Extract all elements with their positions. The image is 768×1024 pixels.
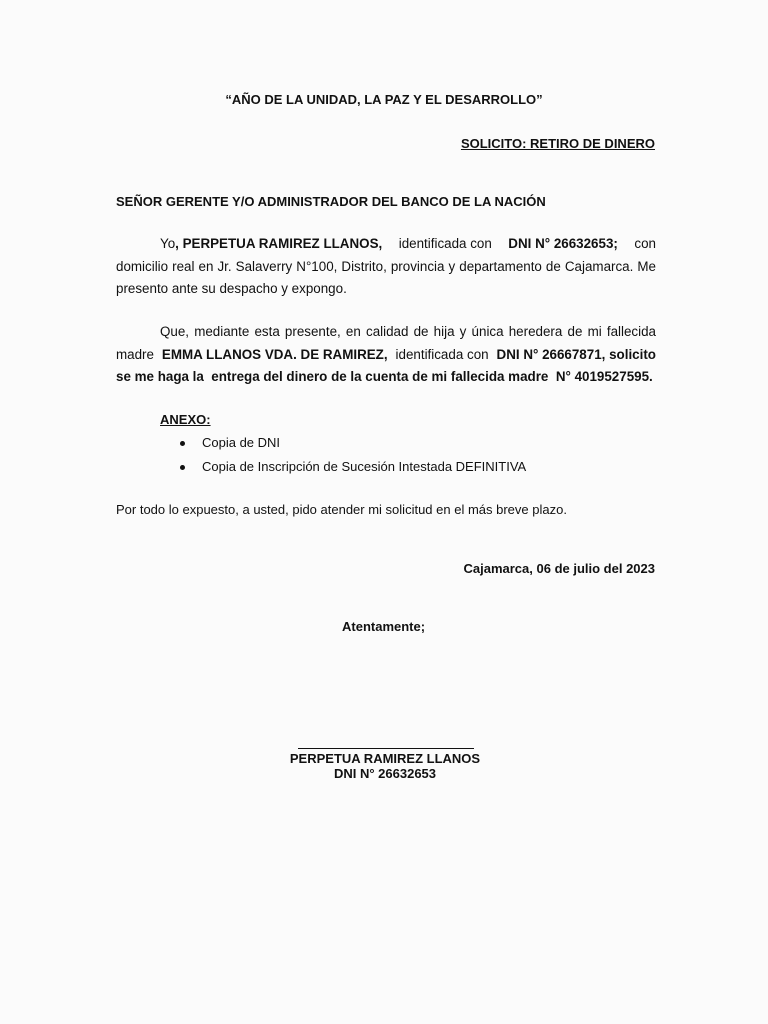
annex-item: Copia de DNI xyxy=(202,435,281,450)
paragraph-2-line-3: se me haga la entrega del dinero de la cuenta de mi fallecida madre N° 4019527595. xyxy=(116,369,653,384)
p2-name: EMMA LLANOS VDA. DE RAMIREZ, xyxy=(161,347,388,362)
paragraph-1-line-2: domicilio real en Jr. Salaverry N°100, Distrito, provincia y departamento de Cajamarca. Me xyxy=(116,259,656,274)
paragraph-2-line-2 xyxy=(116,347,656,363)
bullet-icon xyxy=(180,465,185,470)
p1-name: , PERPETUA RAMIREZ LLANOS, xyxy=(175,236,383,251)
signature-name: PERPETUA RAMIREZ LLANOS xyxy=(289,751,481,766)
p1-yo: Yo xyxy=(160,236,176,251)
subject-line: SOLICITO: RETIRO DE DINERO xyxy=(460,136,655,151)
p2-identificada: identificada con xyxy=(395,347,489,362)
paragraph-1-line-3: presento ante su despacho y expongo. xyxy=(116,281,347,296)
signature-id: DNI N° 26632653 xyxy=(333,766,437,781)
signature-line xyxy=(298,748,474,749)
addressee-line: SEÑOR GERENTE Y/O ADMINISTRADOR DEL BANCO DE LA NACIÓN xyxy=(116,194,546,209)
paragraph-2-line-1: Que, mediante esta presente, en calidad de hija y única heredera de mi fallecida xyxy=(160,324,656,339)
salutation: Atentamente; xyxy=(342,619,426,634)
closing-paragraph: Por todo lo expuesto, a usted, pido atender mi solicitud en el más breve plazo. xyxy=(116,502,567,517)
p1-identificada: identificada con xyxy=(398,236,492,251)
p1-dni: DNI N° 26632653; xyxy=(508,236,618,251)
p2-dni: DNI N° 26667871, solicito xyxy=(496,347,656,362)
paragraph-1-line-1 xyxy=(160,236,656,252)
bullet-icon xyxy=(180,441,185,446)
motto-heading: “AÑO DE LA UNIDAD, LA PAZ Y EL DESARROLLO” xyxy=(225,92,543,107)
annex-item: Copia de Inscripción de Sucesión Intestada DEFINITIVA xyxy=(202,459,527,474)
p2-madre: madre xyxy=(116,347,154,362)
p1-con: con xyxy=(634,236,656,251)
place-date: Cajamarca, 06 de julio del 2023 xyxy=(463,561,655,576)
annex-title: ANEXO: xyxy=(160,412,211,427)
